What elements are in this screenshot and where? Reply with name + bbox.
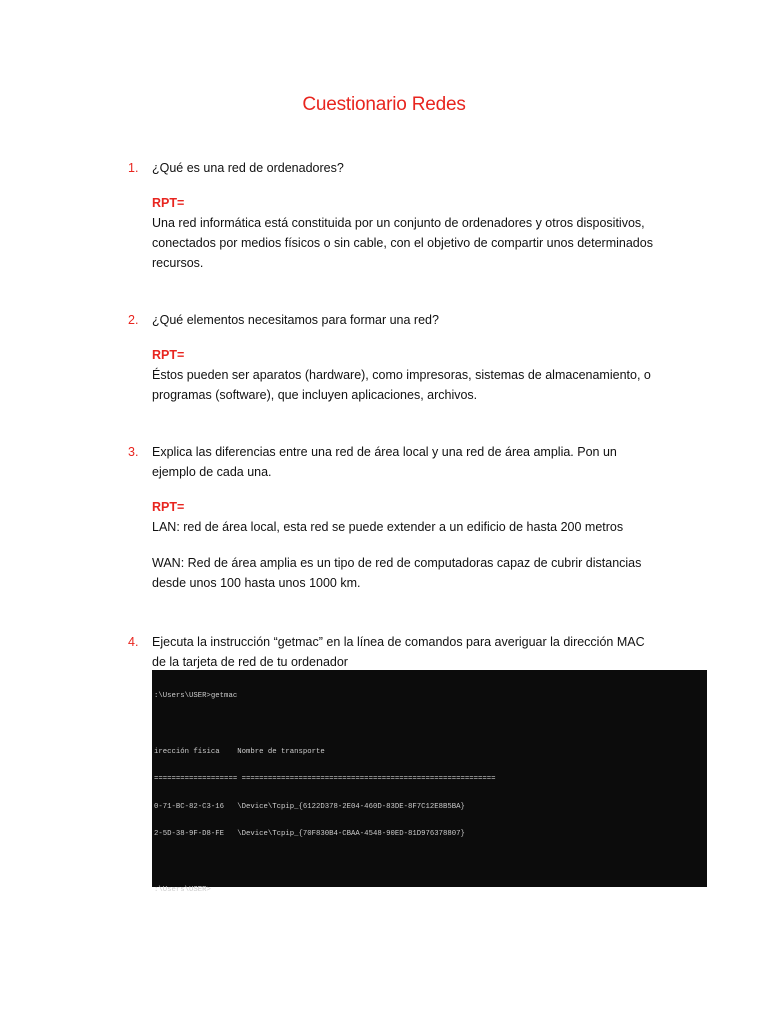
terminal-line: 2-5D-38-9F-D8-FE \Device\Tcpip_{70F830B4-CBAA-4548-90ED-81D976378807} (154, 830, 465, 839)
question-text: ¿Qué elementos necesitamos para formar una red? (152, 313, 439, 327)
terminal-line: :\Users\USER>getmac (154, 692, 238, 701)
answer-line: conectados por medios físicos o sin cable, con el objetivo de compartir unos determinados (152, 236, 653, 250)
question-number: 3. (128, 445, 139, 459)
answer-line: recursos. (152, 256, 204, 270)
terminal-line (154, 858, 707, 867)
terminal-line: =================== ========================================================== (154, 775, 496, 784)
question-1 (128, 158, 688, 273)
question-line: ejemplo de cada una. (152, 465, 272, 479)
question-2 (128, 310, 688, 405)
question-text (152, 442, 688, 482)
answer-line: programas (software), que incluyen aplicaciones, archivos. (152, 388, 478, 402)
question-number: 4. (128, 635, 139, 649)
question-line: de la tarjeta de red de tu ordenador (152, 655, 348, 669)
rpt-label: RPT= (152, 348, 185, 362)
answer-line: WAN: Red de área amplia es un tipo de red de computadoras capaz de cubrir distancias (152, 556, 642, 570)
answer-wan (152, 553, 688, 593)
answer-text (152, 213, 688, 273)
terminal-line: 0-71-BC-82-C3-16 \Device\Tcpip_{6122D378-2E04-460D-83DE-8F7C12E8B5BA} (154, 802, 465, 811)
rpt-label: RPT= (152, 196, 185, 210)
answer-line: Una red informática está constituida por un conjunto de ordenadores y otros dispositivos, (152, 216, 645, 230)
question-line: Explica las diferencias entre una red de área local y una red de área amplia. Pon un (152, 445, 617, 459)
terminal-line: irección física Nombre de transporte (154, 747, 325, 756)
terminal-line: :\Users\USER> (154, 885, 211, 894)
question-text: ¿Qué es una red de ordenadores? (152, 161, 344, 175)
question-text (152, 632, 688, 672)
answer-line: desde unos 100 hasta unos 1000 km. (152, 576, 361, 590)
rpt-label: RPT= (152, 500, 185, 514)
answer-line: Éstos pueden ser aparatos (hardware), como impresoras, sistemas de almacenamiento, o (152, 368, 651, 382)
page-title: Cuestionario Redes (302, 94, 466, 115)
question-3 (128, 442, 688, 593)
terminal-line (154, 720, 707, 729)
answer-text (152, 365, 688, 405)
question-line: Ejecuta la instrucción “getmac” en la línea de comandos para averiguar la dirección MAC (152, 635, 645, 649)
question-4 (128, 632, 688, 672)
question-number: 2. (128, 313, 139, 327)
terminal-screenshot (152, 670, 707, 894)
answer-lan: LAN: red de área local, esta red se puede extender a un edificio de hasta 200 metros (152, 520, 624, 534)
question-number: 1. (128, 161, 139, 175)
